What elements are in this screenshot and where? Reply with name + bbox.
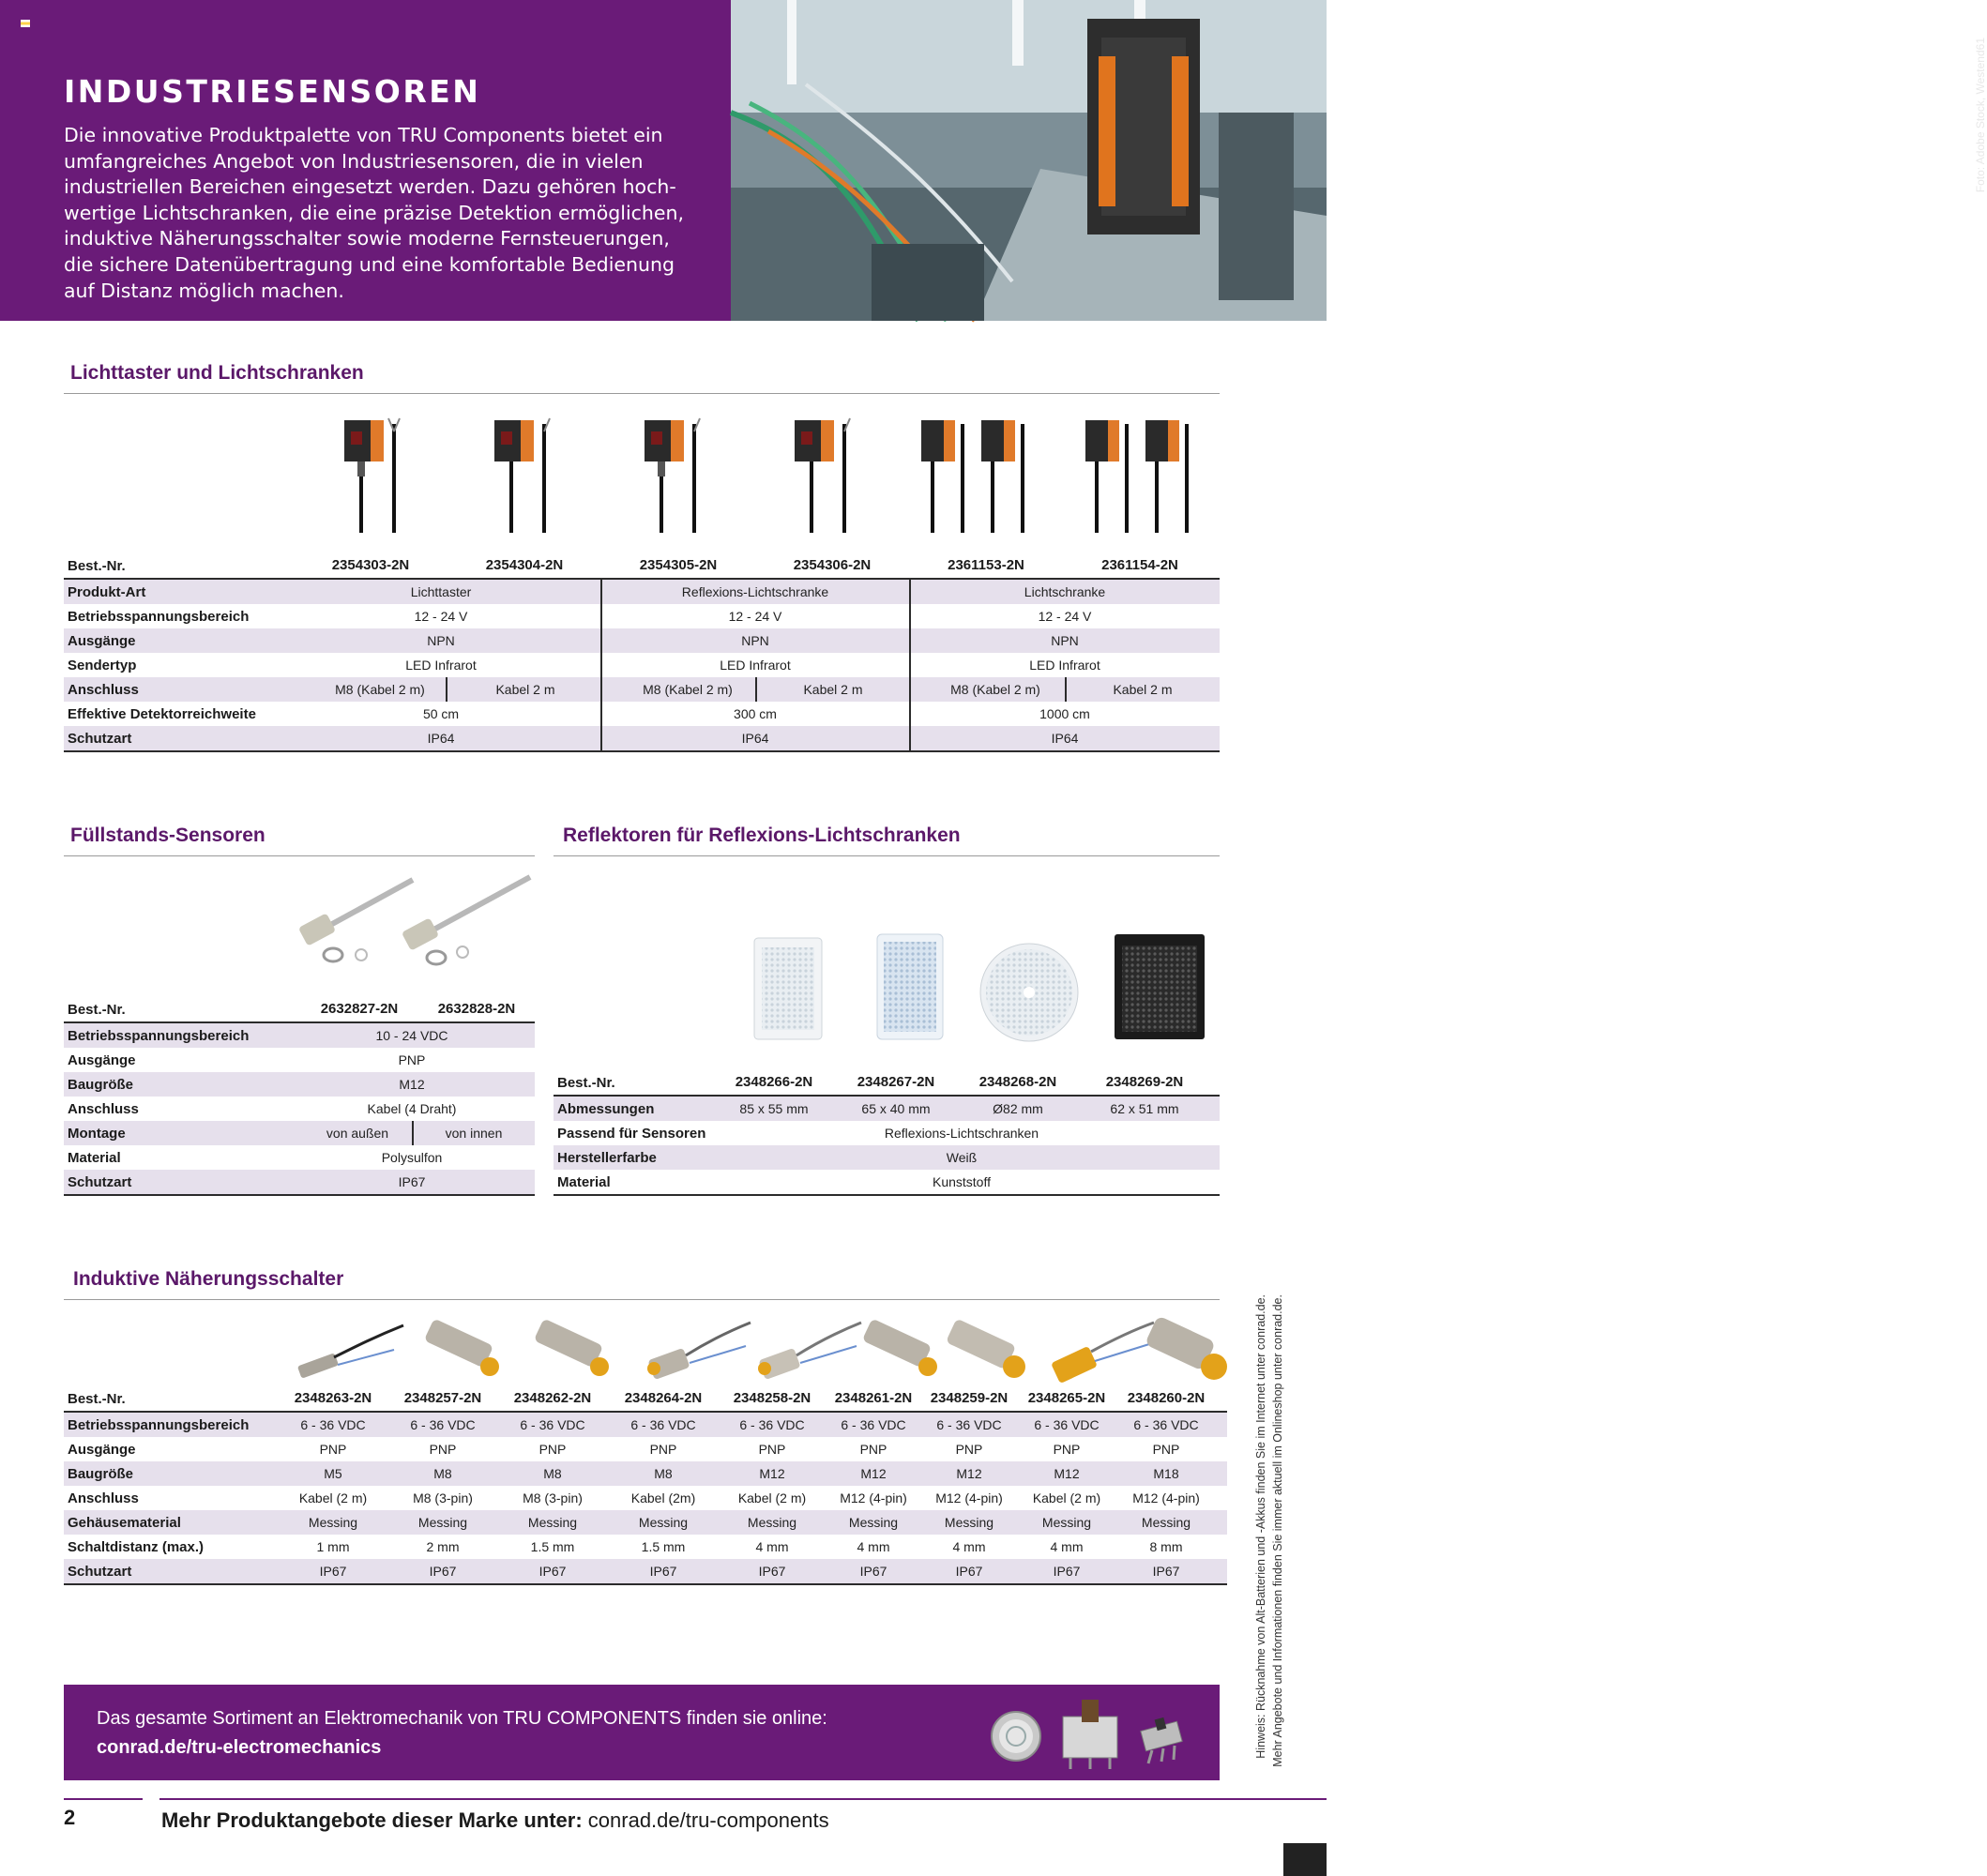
level-sensor-image-1 xyxy=(298,880,413,961)
table-row xyxy=(64,677,1220,702)
cell: 6 - 36 VDC xyxy=(936,1417,1002,1432)
row-label: Baugröße xyxy=(68,1465,134,1482)
table-row xyxy=(64,1413,1227,1437)
table-row xyxy=(64,604,1220,628)
reflector-image-2 xyxy=(877,934,943,1039)
cell: Ø82 mm xyxy=(993,1101,1043,1116)
reflector-images xyxy=(741,929,1220,1046)
sensor-image-6 xyxy=(1085,420,1187,533)
electromechanics-icons xyxy=(974,1694,1199,1773)
part-number: 2354304-2N xyxy=(485,557,564,573)
cell: Kabel (2 m) xyxy=(1032,1490,1101,1505)
table-header-row xyxy=(64,997,535,1021)
table-induktiv xyxy=(64,1386,1227,1585)
row-label: Ausgänge xyxy=(68,1441,136,1458)
cell: 12 - 24 V xyxy=(414,609,468,624)
cell: Reflexions-Lichtschranken xyxy=(884,1126,1039,1141)
cell: Messing xyxy=(1141,1515,1191,1530)
cell: IP67 xyxy=(758,1564,786,1579)
sensor-image-2 xyxy=(494,418,550,533)
table-row xyxy=(64,1048,535,1072)
menu-icon[interactable] xyxy=(21,20,30,27)
cell: M12 xyxy=(1054,1466,1080,1481)
cell: M8 (Kabel 2 m) xyxy=(950,682,1040,697)
section-title-reflektor: Reflektoren für Reflexions-Lichtschranken xyxy=(563,825,961,846)
best-nr-label: Best.-Nr. xyxy=(68,557,126,574)
cell: Weiß xyxy=(946,1150,978,1165)
table-row xyxy=(64,1535,1227,1559)
section-rule xyxy=(64,393,1220,394)
row-label: Effektive Detektorreichweite xyxy=(68,705,256,722)
cell: von außen xyxy=(326,1126,389,1141)
cell: M5 xyxy=(324,1466,342,1481)
cell: 6 - 36 VDC xyxy=(841,1417,906,1432)
cell: M12 xyxy=(399,1077,425,1092)
table-row xyxy=(64,580,1220,604)
cell: Messing xyxy=(1041,1515,1092,1530)
cell: PNP xyxy=(319,1442,347,1457)
prox-image-6 xyxy=(862,1318,937,1376)
part-number: 2361154-2N xyxy=(1101,557,1178,573)
cell: 1 mm xyxy=(316,1539,350,1554)
cell: Messing xyxy=(848,1515,899,1530)
cell: M8 (Kabel 2 m) xyxy=(643,682,733,697)
part-number: 2348264-2N xyxy=(624,1390,703,1406)
cell: 6 - 36 VDC xyxy=(410,1417,476,1432)
sensor-image-4 xyxy=(795,418,850,533)
cell: Polysulfon xyxy=(381,1150,443,1165)
table-rule xyxy=(554,1194,1220,1196)
section-title-fuell: Füllstands-Sensoren xyxy=(70,825,265,846)
cell: 12 - 24 V xyxy=(1038,609,1092,624)
cell: Messing xyxy=(944,1515,994,1530)
part-number: 2348261-2N xyxy=(834,1390,913,1406)
table-row xyxy=(64,1461,1227,1486)
part-number: 2632828-2N xyxy=(437,1001,516,1017)
cell: M8 (3-pin) xyxy=(523,1490,583,1505)
section-title-induktiv: Induktive Näherungsschalter xyxy=(73,1268,344,1290)
cell: 1.5 mm xyxy=(530,1539,575,1554)
cell: 300 cm xyxy=(734,706,777,721)
cell: 6 - 36 VDC xyxy=(1133,1417,1199,1432)
cell: M12 xyxy=(956,1466,982,1481)
column-divider xyxy=(909,580,911,750)
cell: PNP xyxy=(538,1442,567,1457)
prox-image-5 xyxy=(758,1323,861,1380)
cell: 6 - 36 VDC xyxy=(630,1417,696,1432)
cell: 6 - 36 VDC xyxy=(300,1417,366,1432)
cell: 10 - 24 VDC xyxy=(375,1028,448,1043)
best-nr-label: Best.-Nr. xyxy=(557,1074,615,1091)
cell: PNP xyxy=(398,1052,426,1067)
row-label: Betriebsspannungsbereich xyxy=(68,608,250,625)
side-note-line: Hinweis: Rücknahme von Alt-Batterien und -Akkus finden Sie im Internet unter conrad.de. xyxy=(1254,1294,1267,1759)
promo-banner xyxy=(64,1685,1220,1780)
cell: 1.5 mm xyxy=(641,1539,686,1554)
table-rule xyxy=(64,1194,535,1196)
cell: IP64 xyxy=(427,731,455,746)
cell: 4 mm xyxy=(952,1539,986,1554)
cell: PNP xyxy=(649,1442,677,1457)
footer-text xyxy=(161,1808,829,1833)
reflector-image-1 xyxy=(754,938,822,1039)
table-reflektor xyxy=(554,1070,1220,1196)
cell: 4 mm xyxy=(755,1539,789,1554)
reflector-image-4 xyxy=(1115,934,1205,1039)
level-sensor-image-2 xyxy=(402,877,530,964)
side-note-line: Mehr Angebote und Informationen finden Sie immer aktuell im Onlineshop unter conrad.de. xyxy=(1271,1294,1284,1767)
cell: M8 (3-pin) xyxy=(413,1490,473,1505)
cell: Messing xyxy=(638,1515,689,1530)
cell-divider xyxy=(755,677,757,702)
row-label: Anschluss xyxy=(68,681,139,698)
cell: Reflexions-Lichtschranke xyxy=(681,584,829,599)
section-rule xyxy=(64,1299,1220,1300)
corner-tab xyxy=(1283,1843,1327,1876)
cell: 6 - 36 VDC xyxy=(739,1417,805,1432)
cell: Messing xyxy=(417,1515,468,1530)
table-header-row xyxy=(64,553,1220,578)
row-label: Schutzart xyxy=(68,1173,132,1190)
cell: 4 mm xyxy=(1050,1539,1084,1554)
cell: LED Infrarot xyxy=(720,658,791,673)
row-label: Anschluss xyxy=(68,1490,139,1506)
table-row xyxy=(64,1559,1227,1583)
cell: IP67 xyxy=(859,1564,887,1579)
prox-image-9 xyxy=(1145,1315,1227,1380)
cell: Kabel 2 m xyxy=(803,682,863,697)
cell: IP67 xyxy=(955,1564,983,1579)
table-row xyxy=(64,1510,1227,1535)
cell-divider xyxy=(1065,677,1067,702)
cell: LED Infrarot xyxy=(1029,658,1100,673)
cell: NPN xyxy=(741,633,769,648)
table-row xyxy=(64,1097,535,1121)
cell: 8 mm xyxy=(1149,1539,1183,1554)
factory-illustration xyxy=(731,0,1327,321)
row-label: Herstellerfarbe xyxy=(557,1149,657,1166)
cell: 2 mm xyxy=(426,1539,460,1554)
part-number: 2632827-2N xyxy=(320,1001,399,1017)
cell: Kabel (2 m) xyxy=(737,1490,807,1505)
banner-link[interactable]: conrad.de/tru-electromechanics xyxy=(97,1737,382,1758)
table-row xyxy=(64,1170,535,1194)
cell: IP67 xyxy=(319,1564,347,1579)
section-title-licht: Lichttaster und Lichtschranken xyxy=(70,362,364,384)
row-label: Material xyxy=(557,1173,611,1190)
prox-image-4 xyxy=(647,1323,751,1380)
prox-image-1 xyxy=(297,1325,403,1379)
part-number: 2348269-2N xyxy=(1105,1074,1184,1090)
part-number: 2348257-2N xyxy=(403,1390,482,1406)
part-number: 2348263-2N xyxy=(294,1390,372,1406)
table-row xyxy=(64,702,1220,726)
cell: M8 xyxy=(543,1466,562,1481)
slide-switch-icon xyxy=(1141,1717,1182,1763)
intro-text: Die innovative Produktpalette von TRU Components bietet ein umfangreiches Angebot von Industriesensoren, die in vielen industriellen Bereichen eingesetzt werden. Dazu gehören hoch-wertige Lichtschranken, die eine präzise Detektion ermöglichen, induktive Näherungsschalter sowie moderne Fernsteuerungen, die sichere Datenübertragung und eine komfortable Bedienung auf Distanz möglich machen. xyxy=(64,124,685,302)
row-label: Abmessungen xyxy=(557,1100,655,1117)
part-number: 2348267-2N xyxy=(857,1074,935,1090)
cell: IP64 xyxy=(1051,731,1079,746)
table-row xyxy=(64,1023,535,1048)
row-label: Schutzart xyxy=(68,1563,132,1580)
cell: Kabel (2m) xyxy=(630,1490,696,1505)
section-rule xyxy=(64,855,535,856)
side-note xyxy=(1252,1294,1292,1782)
table-row xyxy=(554,1145,1220,1170)
row-label: Sendertyp xyxy=(68,657,137,673)
part-number: 2348266-2N xyxy=(735,1074,813,1090)
table-rule xyxy=(64,750,1220,752)
table-header-row xyxy=(64,1386,1227,1411)
part-number: 2354305-2N xyxy=(639,557,718,573)
page-title: INDUSTRIESENSOREN xyxy=(64,73,481,110)
factory-photo: Foto: Adobe Stock, Westend61 xyxy=(731,0,1327,321)
sensor-image-3 xyxy=(645,418,700,533)
table-row xyxy=(554,1097,1220,1121)
table-row xyxy=(554,1121,1220,1145)
pushbutton-icon xyxy=(992,1712,1040,1761)
table-row xyxy=(64,726,1220,750)
part-number: 2361153-2N xyxy=(948,557,1024,573)
cell: M8 xyxy=(654,1466,673,1481)
cell: 4 mm xyxy=(857,1539,890,1554)
row-label: Gehäusematerial xyxy=(68,1514,181,1531)
cell: PNP xyxy=(955,1442,983,1457)
cell: Messing xyxy=(747,1515,797,1530)
cell: PNP xyxy=(758,1442,786,1457)
cell: 50 cm xyxy=(422,706,460,721)
table-row xyxy=(64,1145,535,1170)
banner-text: Das gesamte Sortiment an Elektromechanik von TRU COMPONENTS finden sie online: xyxy=(97,1708,827,1729)
row-label: Baugröße xyxy=(68,1076,134,1093)
cell: Kabel (4 Draht) xyxy=(367,1101,457,1116)
cell: PNP xyxy=(1152,1442,1180,1457)
proximity-switch-images xyxy=(281,1318,1238,1393)
part-number: 2348260-2N xyxy=(1127,1390,1206,1406)
part-number: 2348258-2N xyxy=(733,1390,811,1406)
cell: von innen xyxy=(445,1126,503,1141)
hero-banner xyxy=(0,0,731,321)
cell: PNP xyxy=(429,1442,457,1457)
cell: Kabel 2 m xyxy=(1113,682,1173,697)
cell: IP67 xyxy=(398,1174,426,1189)
table-fuell xyxy=(64,997,535,1196)
table-row xyxy=(64,628,1220,653)
cell: Lichtschranke xyxy=(1024,584,1106,599)
prox-image-3 xyxy=(534,1318,609,1376)
row-label: Ausgänge xyxy=(68,1051,136,1068)
cell: 12 - 24 V xyxy=(728,609,782,624)
row-label: Schaltdistanz (max.) xyxy=(68,1538,205,1555)
footer-rule xyxy=(159,1798,1327,1800)
cell: 85 x 55 mm xyxy=(739,1101,809,1116)
row-label: Produkt-Art xyxy=(68,583,146,600)
sensor-image-1 xyxy=(344,418,400,533)
cell: PNP xyxy=(859,1442,887,1457)
cell: IP64 xyxy=(741,731,769,746)
cell: IP67 xyxy=(429,1564,457,1579)
cell: IP67 xyxy=(1152,1564,1180,1579)
part-number: 2348262-2N xyxy=(513,1390,592,1406)
cell: Lichttaster xyxy=(410,584,472,599)
table-row xyxy=(64,1437,1227,1461)
cell: M12 (4-pin) xyxy=(935,1490,1003,1505)
table-row xyxy=(64,653,1220,677)
cell: 6 - 36 VDC xyxy=(1034,1417,1100,1432)
table-rule xyxy=(64,1583,1227,1585)
cell: 6 - 36 VDC xyxy=(520,1417,585,1432)
cell: Kabel 2 m xyxy=(495,682,555,697)
cell: M8 xyxy=(433,1466,452,1481)
row-label: Passend für Sensoren xyxy=(557,1125,706,1142)
row-label: Material xyxy=(68,1149,121,1166)
sensor-image-5 xyxy=(921,420,1023,533)
part-number: 2354306-2N xyxy=(793,557,872,573)
section-rule xyxy=(554,855,1220,856)
cell: M12 (4-pin) xyxy=(1132,1490,1200,1505)
row-label: Anschluss xyxy=(68,1100,139,1117)
table-row xyxy=(554,1170,1220,1194)
footer-link[interactable]: conrad.de/tru-components xyxy=(587,1808,829,1832)
cell-divider xyxy=(412,1121,414,1145)
part-number: 2348259-2N xyxy=(930,1390,1009,1406)
column-divider xyxy=(600,580,602,750)
cell: Kunststoff xyxy=(932,1174,991,1189)
cell: M12 xyxy=(759,1466,785,1481)
cell: 1000 cm xyxy=(1039,706,1090,721)
prox-image-7 xyxy=(946,1318,1025,1378)
cell: M12 xyxy=(860,1466,887,1481)
photoelectric-sensor-images xyxy=(319,413,1220,544)
part-number: 2348265-2N xyxy=(1027,1390,1106,1406)
cell: NPN xyxy=(427,633,455,648)
prox-image-8 xyxy=(1051,1323,1154,1384)
table-row xyxy=(64,1072,535,1097)
row-label: Ausgänge xyxy=(68,632,136,649)
table-licht xyxy=(64,553,1220,752)
cell: NPN xyxy=(1051,633,1079,648)
cell: M8 (Kabel 2 m) xyxy=(335,682,425,697)
row-label: Schutzart xyxy=(68,730,132,747)
cell: LED Infrarot xyxy=(405,658,477,673)
cell: PNP xyxy=(1053,1442,1081,1457)
cell: Messing xyxy=(308,1515,358,1530)
cell: 65 x 40 mm xyxy=(861,1101,931,1116)
row-label: Montage xyxy=(68,1125,126,1142)
footer-rule xyxy=(64,1798,143,1800)
part-number: 2348268-2N xyxy=(978,1074,1057,1090)
footer-lead: Mehr Produktangebote dieser Marke unter: xyxy=(161,1808,583,1832)
row-label: Betriebsspannungsbereich xyxy=(68,1416,250,1433)
cell: IP67 xyxy=(538,1564,567,1579)
table-row xyxy=(64,1121,535,1145)
cell: IP67 xyxy=(649,1564,677,1579)
cell: 62 x 51 mm xyxy=(1110,1101,1179,1116)
level-sensor-images xyxy=(296,872,539,966)
cell: Kabel (2 m) xyxy=(298,1490,368,1505)
table-row xyxy=(64,1486,1227,1510)
row-label: Betriebsspannungsbereich xyxy=(68,1027,250,1044)
cell: Messing xyxy=(527,1515,578,1530)
best-nr-label: Best.-Nr. xyxy=(68,1001,126,1018)
cell-divider xyxy=(446,677,447,702)
page-number: 2 xyxy=(64,1806,76,1829)
best-nr-label: Best.-Nr. xyxy=(68,1390,126,1407)
table-header-row xyxy=(554,1070,1220,1095)
cell: M18 xyxy=(1153,1466,1179,1481)
part-number: 2354303-2N xyxy=(331,557,410,573)
cell: IP67 xyxy=(1053,1564,1081,1579)
reflector-image-3 xyxy=(980,944,1078,1041)
rotary-encoder-icon xyxy=(1063,1700,1117,1769)
cell: M12 (4-pin) xyxy=(840,1490,907,1505)
prox-image-2 xyxy=(424,1318,499,1376)
